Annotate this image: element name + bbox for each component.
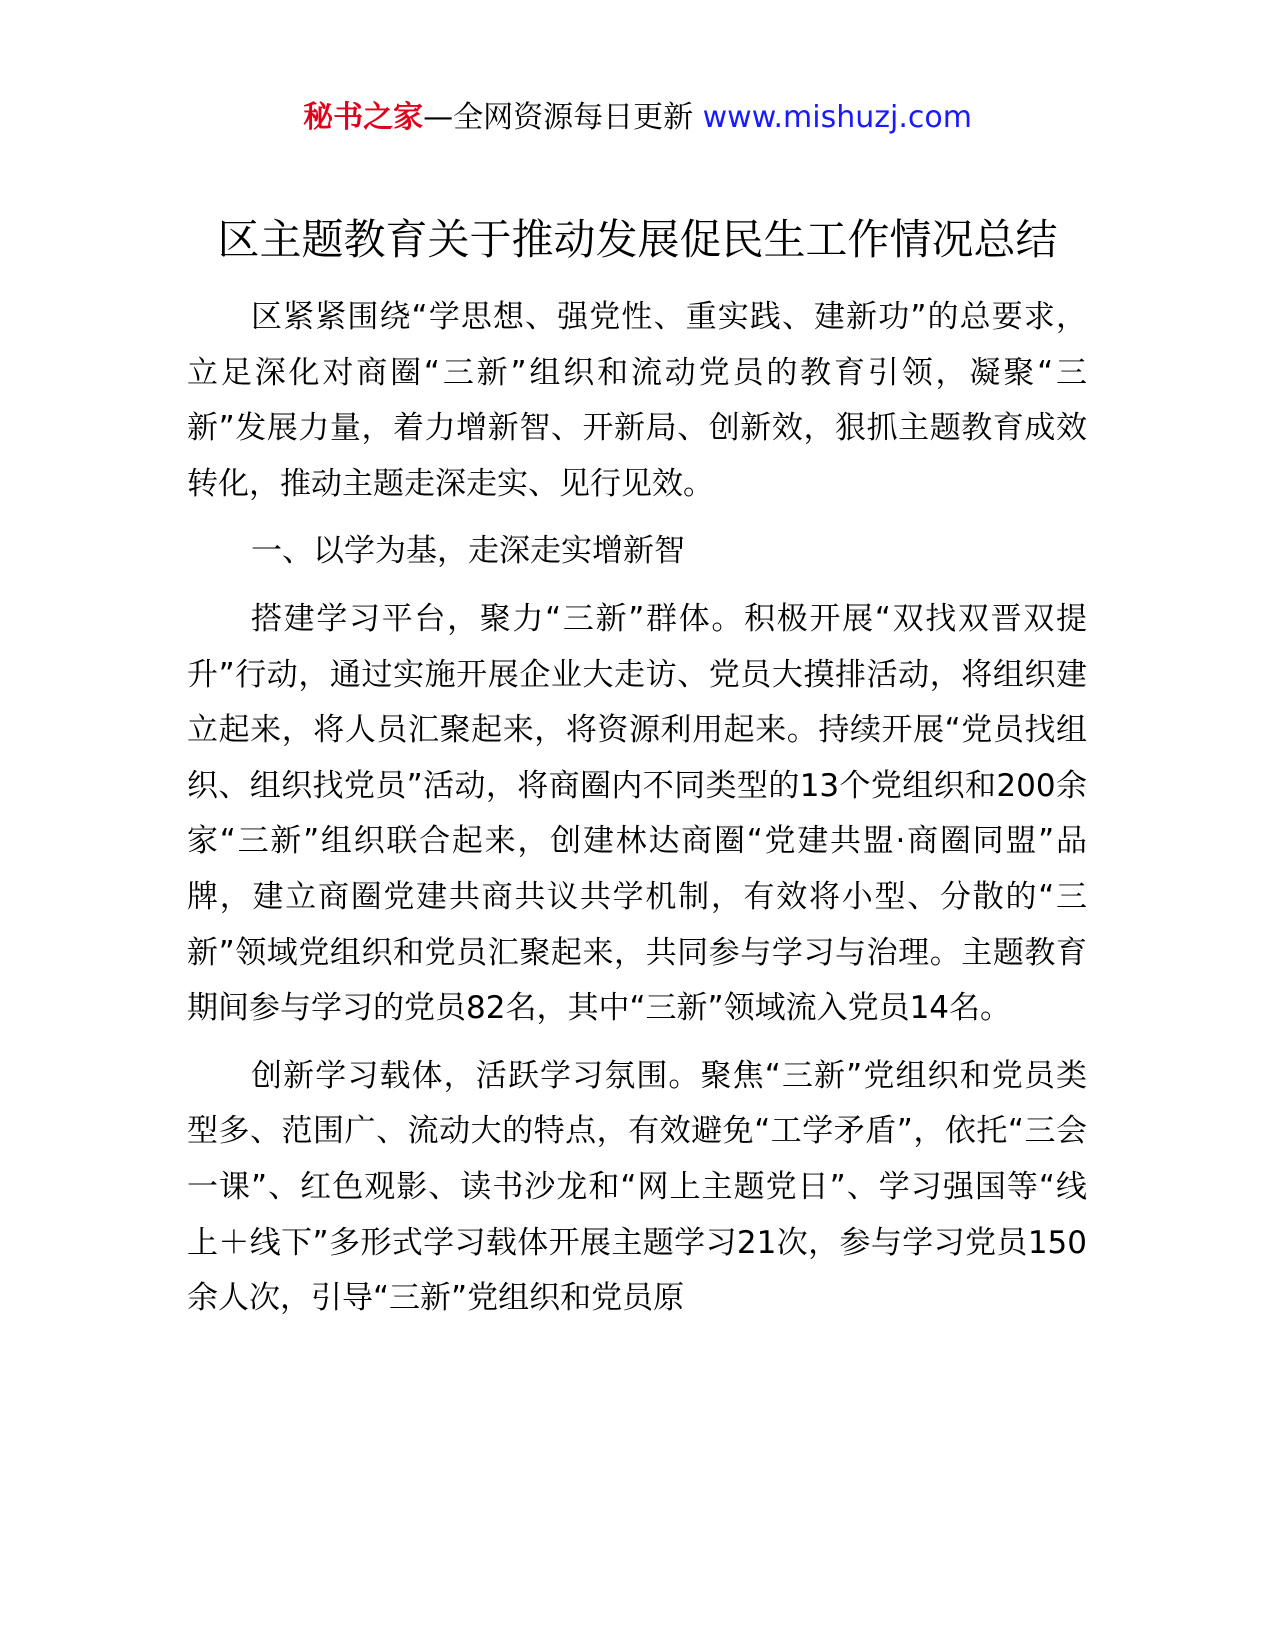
section-heading: 一、以学为基，走深走实增新智 [251,533,685,570]
header-tagline: —全网资源每日更新 [423,100,694,135]
document-title: 区主题教育关于推动发展促民生工作情况总结 [217,215,1058,264]
body-paragraph: 搭建学习平台，聚力“三新”群体。积极开展“双找双晋双提升”行动，通过实施开展企业大走访、党员大摸排活动，将组织建立起来，将人员汇聚起来，将资源利用起来。持续开展“党员找组织、组织找党员”活动，将商圈内不同类型的13个党组织和200余家“三新”组织联合起来，创建林达商圈“党建共盟·商圈同盟”品牌，建立商圈党建共商共议共学机制，有效将小型、分散的“三新”领域党组织和党员汇聚起来，共同参与学习与治理。主题教育期间参与学习的党员82名，其中“三新”领域流入党员14名。 [187,600,1087,1027]
intro-paragraph: 区紧紧围绕“学思想、强党性、重实践、建新功”的总要求，立足深化对商圈“三新”组织和流动党员的教育引领，凝聚“三新”发展力量，着力增新智、开新局、创新效，狠抓主题教育成效转化，推动主题走深走实、见行见效。 [187,299,1087,502]
brand-name: 秘书之家 [303,100,424,135]
document-body [187,290,1087,1339]
site-header [0,98,1275,138]
site-url-link[interactable]: www.mishuzj.com [702,100,972,135]
body-paragraph: 创新学习载体，活跃学习氛围。聚焦“三新”党组织和党员类型多、范围广、流动大的特点，有效避免“工学矛盾”，依托“三会一课”、红色观影、读书沙龙和“网上主题党日”、学习强国等“线上＋线下”多形式学习载体开展主题学习21次，参与学习党员150余人次，引导“三新”党组织和党员原 [187,1057,1087,1317]
